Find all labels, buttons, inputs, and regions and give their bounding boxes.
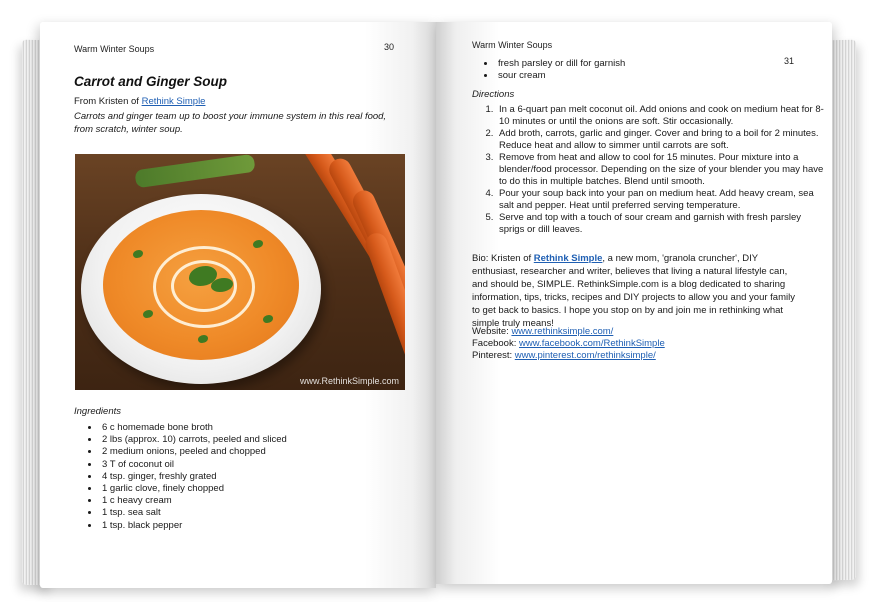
contact-label: Website: (472, 326, 512, 337)
soup-photo (75, 154, 405, 390)
author-link[interactable]: Rethink Simple (141, 96, 206, 107)
ingredients-list (78, 422, 287, 532)
running-head: Warm Winter Soups (472, 40, 553, 50)
contact-label: Facebook: (472, 338, 519, 349)
recipe-intro: Carrots and ginger team up to boost your immune system in this real food, from scratch, winter soup. (74, 111, 387, 135)
author-bio (472, 252, 802, 330)
direction-step: 3. Remove from heat and allow to cool for 15 minutes. Pour mixture into a blender/food processor. Depending on the size of your blender you may have to do this in multiple batches. Blend until smooth. (496, 152, 826, 188)
pinterest-link[interactable]: www.pinterest.com/rethinksimple/ (514, 350, 656, 361)
ingredient-item: • 1 tsp. sea salt (100, 507, 287, 519)
ingredient-item: • 3 T of coconut oil (100, 459, 287, 471)
author-prefix: From Kristen of (74, 96, 142, 107)
continued-ingredients-list (474, 58, 625, 82)
carrot-shape (362, 230, 405, 360)
ingredient-item: • 2 lbs (approx. 10) carrots, peeled and sliced (100, 434, 287, 446)
left-page (40, 22, 436, 588)
bio-text: , a new mom, 'granola cruncher', DIY enthusiast, researcher and writer, believes that living a natural lifestyle can, and should be, SIMPLE. RethinkSimple.com is a blog dedicated to sharing information, tips, tricks, recipes and DIY projects to allow you and your family to get back to basics. I hope you stop on by and join me in rethinking what simple truly means! (472, 253, 795, 329)
ingredient-item: • 1 garlic clove, finely chopped (100, 483, 287, 495)
page-number: 30 (384, 42, 395, 52)
running-head: Warm Winter Soups (74, 44, 155, 54)
ingredient-item: • sour cream (496, 70, 625, 82)
directions-list (474, 104, 826, 236)
ingredients-label: Ingredients (74, 406, 122, 417)
bio-prefix: Bio: Kristen of (472, 253, 534, 264)
ingredient-item: • 4 tsp. ginger, freshly grated (100, 471, 287, 483)
direction-step: 2. Add broth, carrots, garlic and ginger. Cover and bring to a boil for 2 minutes. Reduce heat and allow to simmer until carrots are soft. (496, 128, 826, 152)
ingredient-item: • fresh parsley or dill for garnish (496, 58, 625, 70)
facebook-link[interactable]: www.facebook.com/RethinkSimple (519, 338, 665, 349)
recipe-author (74, 96, 205, 107)
ingredient-item: • 1 c heavy cream (100, 495, 287, 507)
photo-watermark: www.RethinkSimple.com (299, 376, 399, 386)
parsley-bit (253, 240, 263, 248)
right-page (436, 22, 832, 584)
parsley-bit (133, 250, 143, 258)
parsley-bit (198, 335, 208, 343)
bowl (81, 194, 321, 384)
ingredient-item: • 2 medium onions, peeled and chopped (100, 446, 287, 458)
ingredient-item: • 6 c homemade bone broth (100, 422, 287, 434)
contact-facebook (472, 338, 665, 350)
parsley-bit (143, 310, 153, 318)
page-number: 31 (784, 56, 795, 66)
soup (103, 210, 299, 360)
parsley-bit (263, 315, 273, 323)
direction-step: 1. In a 6-quart pan melt coconut oil. Add onions and cook on medium heat for 8-10 minutes or until the onions are soft. Stir occasionally. (496, 104, 826, 128)
bio-link[interactable]: Rethink Simple (533, 253, 603, 264)
recipe-title: Carrot and Ginger Soup (74, 74, 228, 89)
contact-label: Pinterest: (472, 350, 515, 361)
contact-website (472, 326, 613, 338)
direction-step: 4. Pour your soup back into your pan on medium heat. Add heavy cream, sea salt and pepper. Heat until preferred serving temperature. (496, 188, 826, 212)
carrot-greens (134, 154, 255, 188)
website-link[interactable]: www.rethinksimple.com/ (511, 326, 614, 337)
ingredient-item: • 1 tsp. black pepper (100, 520, 287, 532)
contact-pinterest (472, 350, 656, 362)
directions-label: Directions (472, 89, 515, 100)
direction-step: 5. Serve and top with a touch of sour cream and garnish with fresh parsley sprigs or dill leaves. (496, 212, 826, 236)
